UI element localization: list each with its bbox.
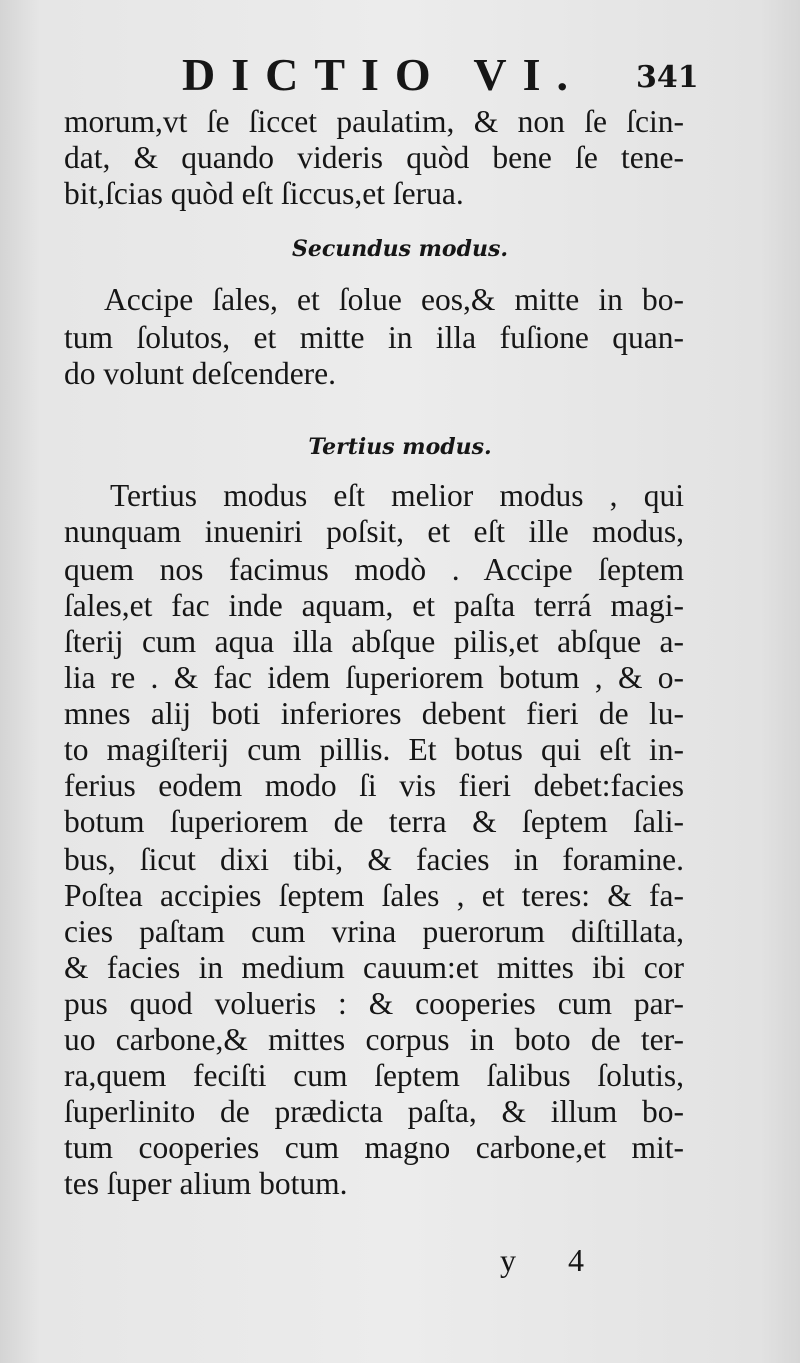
text-line: Poſtea accipies ſeptem ſales , et teres: & fa- (64, 878, 684, 913)
text-line: tum ſolutos, et mitte in illa fuſione quan- (64, 320, 684, 355)
text-line: ſuperlinito de prædicta paſta, & illum bo- (64, 1094, 684, 1129)
section-heading-tertius: Tertius modus. (308, 434, 492, 460)
text-line: do volunt deſcendere. (64, 356, 337, 391)
page-header (0, 48, 800, 98)
signature-mark: y 4 (500, 1242, 606, 1278)
text-line: ra,quem feciſti cum ſeptem ſalibus ſolutis, (64, 1058, 684, 1093)
text-line: uo carbone,& mittes corpus in boto de ter- (64, 1022, 684, 1057)
text-line: cies paſtam cum vrina puerorum diſtillata, (64, 914, 684, 949)
text-line: ſales,et fac inde aquam, et paſta terrá magi- (64, 588, 684, 623)
text-line: bus, ſicut dixi tibi, & facies in foramine. (64, 842, 684, 877)
text-line: botum ſuperiorem de terra & ſeptem ſali- (64, 804, 684, 839)
text-line: Accipe ſales, et ſolue eos,& mitte in bo- (104, 282, 684, 317)
text-line: lia re . & fac idem ſuperiorem botum , & o- (64, 660, 684, 695)
text-line: & facies in medium cauum:et mittes ibi cor (64, 950, 684, 985)
text-line: bit,ſcias quòd eſt ſiccus,et ſerua. (64, 176, 464, 211)
text-line: Tertius modus eſt melior modus , qui (110, 478, 684, 513)
text-line: to magiſterij cum pillis. Et botus qui eſt in- (64, 732, 684, 767)
text-line: pus quod volueris : & cooperies cum par- (64, 986, 684, 1021)
text-line: quem nos facimus modò . Accipe ſeptem (64, 552, 684, 587)
text-line: mnes alij boti inferiores debent fieri de lu- (64, 696, 684, 731)
text-line: tes ſuper alium botum. (64, 1166, 348, 1201)
text-line: tum cooperies cum magno carbone,et mit- (64, 1130, 684, 1165)
running-title: DICTIO VI. (182, 49, 584, 100)
page-number: 341 (636, 60, 699, 95)
text-line: dat, & quando videris quòd bene ſe tene- (64, 140, 684, 175)
text-line: nunquam inueniri poſsit, et eſt ille modus, (64, 514, 684, 549)
text-line: ſterij cum aqua illa abſque pilis,et abſque a- (64, 624, 684, 659)
text-line: morum,vt ſe ſiccet paulatim, & non ſe ſcin- (64, 104, 684, 139)
text-line: ferius eodem modo ſi vis fieri debet:facies (64, 768, 684, 803)
section-heading-secundus: Secundus modus. (291, 236, 509, 262)
